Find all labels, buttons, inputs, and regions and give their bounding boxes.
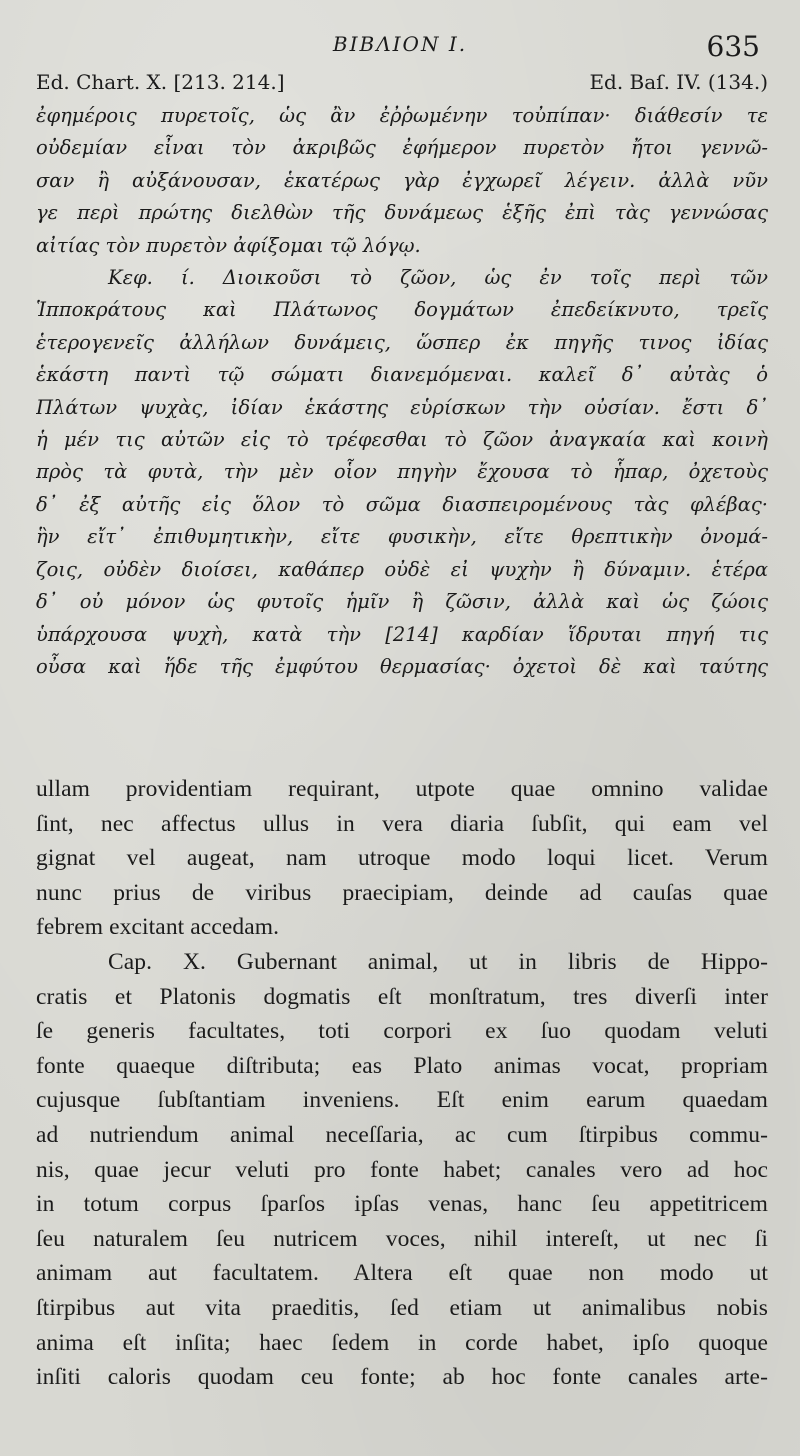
latin-line: cujusque ſubſtantiam inveniens. Eſt enim earum quaedam: [36, 1087, 768, 1114]
edition-reference-line: [36, 70, 768, 100]
greek-line: ἐφημέροις πυρετοῖς, ὡς ἂν ἐῤῥωμένην τοὐπίπαν· διάθεσίν τε: [36, 104, 768, 127]
latin-line: fonte quaeque diſtributa; eas Plato animas vocat, propriam: [36, 1052, 768, 1079]
edition-chartier-reference: Ed. Chart. X. [213. 214.]: [36, 70, 285, 94]
greek-line: Πλάτων ψυχὰς, ἰδίαν ἑκάστης εὑρίσκων τὴν οὐσίαν. ἔστι δ᾽: [36, 395, 768, 419]
greek-line: ἣν εἴτ᾽ ἐπιθυμητικὴν, εἴτε φυσικὴν, εἴτε θρεπτικὴν ὀνομά-: [36, 525, 768, 549]
greek-line: πρὸς τὰ φυτὰ, τὴν μὲν οἷον πηγὴν ἔχουσα τὸ ἧπαρ, ὀχετοὺς: [36, 460, 768, 484]
latin-line: febrem excitant accedam.: [36, 914, 280, 941]
greek-line: δ᾽ ἐξ αὐτῆς εἰς ὅλον τὸ σῶμα διασπειρομένους τὰς φλέβας·: [36, 492, 768, 516]
greek-line: ἑκάστη παντὶ τῷ σώματι διανεμόμεναι. καλεῖ δ᾽ αὐτὰς ὁ: [36, 363, 768, 387]
greek-line: οὖσα καὶ ἥδε τῆς ἐμφύτου θερμασίας· ὀχετοὶ δὲ καὶ ταύτης: [36, 654, 768, 678]
latin-line: ſe generis facultates, toti corpori ex ſuo quodam veluti: [36, 1018, 768, 1045]
greek-line: ἑτερογενεῖς ἀλλήλων δυνάμεις, ὥσπερ ἐκ πηγῆς τινος ἰδίας: [36, 330, 768, 354]
latin-line: Cap. X. Gubernant animal, ut in libris de Hippo-: [108, 948, 768, 975]
greek-line: δ᾽ οὐ μόνον ὡς φυτοῖς ἡμῖν ἢ ζῶσιν, ἀλλὰ καὶ ὡς ζώοις: [36, 590, 768, 614]
page-number: 635: [706, 30, 760, 63]
greek-line: ὑπάρχουσα ψυχὴ, κατὰ τὴν [214] καρδίαν ἵδρυται πηγή τις: [36, 622, 768, 646]
latin-line: inſiti caloris quodam ceu fonte; ab hoc fonte canales arte-: [36, 1364, 768, 1391]
latin-line: cratis et Platonis dogmatis eſt monſtratum, tres diverſi inter: [36, 983, 768, 1010]
latin-line: nis, quae jecur veluti pro fonte habet; canales vero ad hoc: [36, 1156, 768, 1183]
greek-line: ζοις, οὐδὲν διοίσει, καθάπερ οὐδὲ εἰ ψυχὴν ἢ δύναμιν. ἑτέρα: [36, 557, 768, 581]
latin-line: ullam providentiam requirant, utpote quae omnino validae: [36, 776, 768, 802]
latin-line: ſint, nec affectus ullus in vera diaria ſubſit, qui eam vel: [36, 810, 768, 837]
greek-line: σαν ἢ αὐξάνουσαν, ἑκατέρως γὰρ ἐγχωρεῖ λέγειν. ἀλλὰ νῦν: [36, 168, 768, 192]
greek-line: ἡ μέν τις αὐτῶν εἰς τὸ τρέφεσθαι τὸ ζῶον ἀναγκαία καὶ κοινὴ: [36, 428, 768, 452]
latin-line: in totum corpus ſparſos ipſas venas, hanc ſeu appetitricem: [36, 1191, 768, 1218]
greek-text-block: [36, 100, 768, 683]
latin-line: anima eſt inſita; haec ſedem in corde habet, ipſo quoque: [36, 1329, 768, 1356]
latin-line: gignat vel augeat, nam utroque modo loqui licet. Verum: [36, 845, 768, 872]
running-title: ΒΙΒΛΙΟΝ Ι.: [332, 32, 468, 56]
greek-line: οὐδεμίαν εἶναι τὸν ἀκριβῶς ἐφήμερον πυρετὸν ἤτοι γεννῶ-: [36, 136, 768, 160]
edition-basel-reference: Ed. Baſ. IV. (134.): [589, 70, 768, 94]
greek-line: αἰτίας τὸν πυρετὸν ἀφίξομαι τῷ λόγῳ.: [36, 233, 421, 257]
latin-line: ſeu naturalem ſeu nutricem voces, nihil intereſt, ut nec ſi: [36, 1225, 768, 1252]
greek-line: Κεφ. ί. Διοικοῦσι τὸ ζῶον, ὡς ἐν τοῖς περὶ τῶν: [108, 266, 768, 290]
latin-line: ad nutriendum animal neceſſaria, ac cum ſtirpibus commu-: [36, 1121, 768, 1148]
greek-line: γε περὶ πρώτης διελθὼν τῆς δυνάμεως ἑξῆς ἐπὶ τὰς γεννώσας: [36, 201, 768, 225]
latin-line: ſtirpibus aut vita praeditis, ſed etiam ut animalibus nobis: [36, 1294, 768, 1321]
running-head: [0, 30, 800, 62]
latin-text-block: [36, 772, 768, 1395]
greek-line: Ἱπποκράτους καὶ Πλάτωνος δογμάτων ἐπεδείκνυτο, τρεῖς: [36, 298, 768, 322]
latin-line: nunc prius de viribus praecipiam, deinde ad cauſas quae: [36, 879, 768, 906]
latin-line: animam aut facultatem. Altera eſt quae non modo ut: [36, 1260, 768, 1287]
